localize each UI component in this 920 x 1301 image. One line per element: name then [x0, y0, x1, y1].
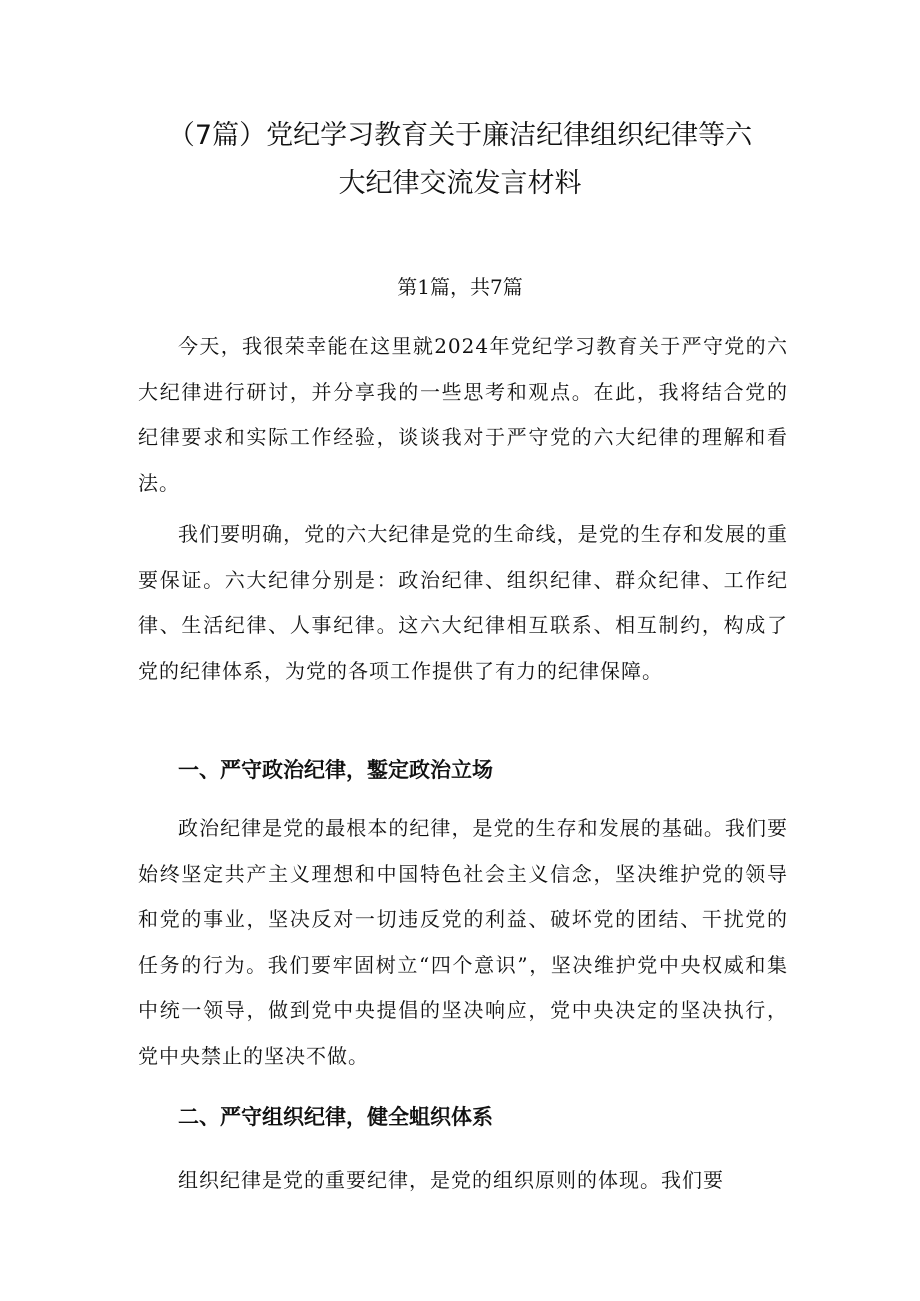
document-title [150, 112, 770, 208]
title-line-1: （7篇）党纪学习教育关于廉洁纪律组织纪律等六 [167, 120, 753, 151]
section-heading-organization: 二、严守组织纪律，健全蛆织体系 [178, 1105, 493, 1129]
paragraph-political: 政治纪律是党的最根本的纪律，是党的生存和发展的基础。我们要始终坚定共产主义理想和中国特色社会主义信念，坚决维护党的领导和党的事业，坚决反对一切违反党的利益、破坏党的团结、干扰党的任务的行为。我们要牢固树立“四个意识”，坚决维护党中央权威和集中统一领导，做到党中央提倡的坚决响应，党中央决定的坚决执行，党中央禁止的坚决不做。 [138, 816, 788, 1068]
paragraph-organization: 组织纪律是党的重要纪律，是党的组织原则的体现。我们要 [178, 1168, 724, 1192]
paragraph-six-disciplines: 我们要明确，党的六大纪律是党的生命线，是党的生存和发展的重要保证。六大纪律分别是：政治纪律、组织纪律、群众纪律、工作纪律、生活纪律、人事纪律。这六大纪律相互联系、相互制约，构成了党的纪律体系，为党的各项工作提供了有力的纪律保障。 [138, 522, 788, 683]
part-indicator: 第1篇，共7篇 [397, 275, 523, 299]
section-heading-political: 一、严守政治纪律，鏨定政治立场 [178, 758, 493, 782]
title-line-2: 大纪律交流发言材料 [338, 168, 582, 199]
paragraph-intro: 今天，我很荣幸能在这里就2024年党纪学习教育关于严守党的六大纪律进行研讨，并分享我的一些思考和观点。在此，我将结合党的纪律要求和实际工作经验，谈谈我对于严守党的六大纪律的理解和看法。 [138, 334, 788, 495]
